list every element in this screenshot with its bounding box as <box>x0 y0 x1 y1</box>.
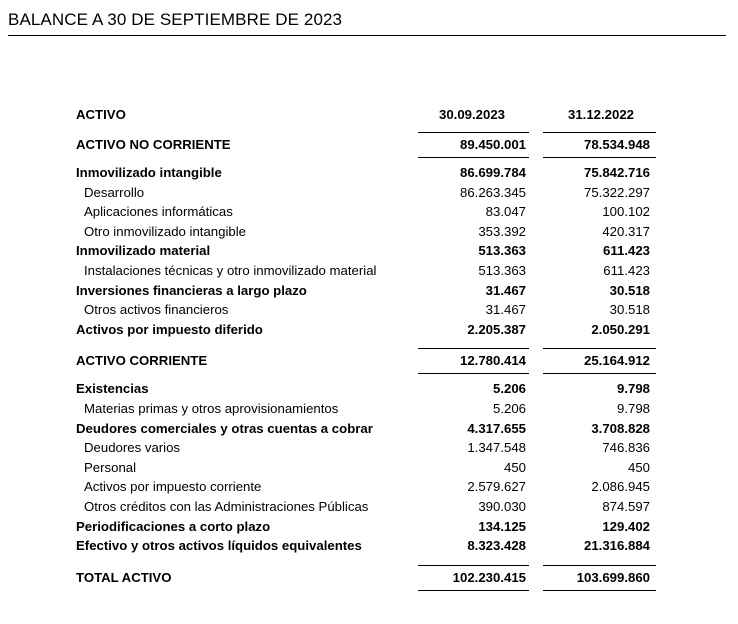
value-2022: 30.518 <box>609 282 650 298</box>
row-label: Otro inmovilizado intangible <box>84 223 246 239</box>
row-label: Inmovilizado intangible <box>76 165 222 180</box>
value-2022: 30.518 <box>609 302 650 318</box>
table-row <box>76 202 656 222</box>
value-2023: 2.205.387 <box>467 321 526 337</box>
header-col-2023: 30.09.2023 <box>438 107 505 122</box>
row-label: Activos por impuesto diferido <box>76 321 263 337</box>
table-row <box>76 222 656 242</box>
table-row <box>76 497 656 517</box>
value-2023: 390.030 <box>478 498 526 514</box>
table-row <box>76 163 656 183</box>
header-col-2022: 31.12.2022 <box>567 107 634 122</box>
table-row <box>76 320 656 340</box>
balance-sheet-table <box>76 104 656 590</box>
document-title: BALANCE A 30 DE SEPTIEMBRE DE 2023 <box>8 10 343 29</box>
value-2023: 8.323.428 <box>467 538 526 554</box>
row-label: Efectivo y otros activos líquidos equivalentes <box>76 538 362 554</box>
value-2023: 102.230.415 <box>452 569 526 585</box>
table-row <box>76 477 656 497</box>
row-label: Instalaciones técnicas y otro inmovilizado material <box>84 262 377 278</box>
row-label: Inversiones financieras a largo plazo <box>76 282 307 298</box>
value-2023: 134.125 <box>478 518 526 534</box>
row-label: Otros créditos con las Administraciones Públicas <box>84 498 369 514</box>
value-2023: 2.579.627 <box>467 479 526 495</box>
value-2022: 103.699.860 <box>576 569 650 585</box>
value-2023: 4.317.655 <box>467 420 526 436</box>
value-2022: 746.836 <box>602 440 650 456</box>
value-2022: 78.534.948 <box>583 137 650 152</box>
row-label: ACTIVO NO CORRIENTE <box>76 137 231 152</box>
table-row <box>76 183 656 203</box>
table-row <box>76 241 656 261</box>
rule-bottom-c-col1 <box>418 373 529 374</box>
value-2023: 513.363 <box>478 262 526 278</box>
row-label: Periodificaciones a corto plazo <box>76 518 271 534</box>
value-2023: 5.206 <box>492 381 526 397</box>
value-2022: 2.050.291 <box>591 321 650 337</box>
value-2022: 874.597 <box>602 498 650 514</box>
table-row <box>76 399 656 419</box>
row-label: Deudores varios <box>84 440 181 456</box>
value-2022: 75.322.297 <box>583 184 650 200</box>
value-2023: 86.263.345 <box>459 184 526 200</box>
activo-no-corriente-row <box>76 132 656 157</box>
row-label: Activos por impuesto corriente <box>84 479 262 495</box>
value-2022: 611.423 <box>603 262 650 278</box>
value-2023: 31.467 <box>485 302 526 318</box>
value-2022: 420.317 <box>602 223 650 239</box>
row-label: Personal <box>84 459 137 475</box>
value-2023: 450 <box>503 459 526 475</box>
rule-bottom-nc-col1 <box>418 157 529 158</box>
value-2023: 12.780.414 <box>459 353 526 369</box>
value-2022: 611.423 <box>603 243 650 259</box>
current-assets-list <box>76 379 656 555</box>
row-label: Materias primas y otros aprovisionamientos <box>84 400 339 416</box>
row-label: Inmovilizado material <box>76 243 211 259</box>
value-2022: 450 <box>627 459 650 475</box>
non-current-assets-list <box>76 163 656 339</box>
value-2023: 513.363 <box>478 243 526 259</box>
total-activo-row <box>76 565 656 590</box>
value-2023: 5.206 <box>492 400 526 416</box>
rule-bottom-total-col2 <box>543 590 656 591</box>
table-row <box>76 419 656 439</box>
table-row <box>76 261 656 281</box>
row-label: Desarrollo <box>84 184 145 200</box>
value-2022: 3.708.828 <box>591 420 650 436</box>
value-2022: 129.402 <box>602 518 650 534</box>
value-2022: 75.842.716 <box>583 165 650 180</box>
table-header-row <box>76 104 656 126</box>
table-row <box>76 536 656 556</box>
value-2023: 86.699.784 <box>459 165 526 180</box>
row-label: Aplicaciones informáticas <box>84 204 233 220</box>
rule-bottom-c-col2 <box>543 373 656 374</box>
table-row <box>76 458 656 478</box>
value-2022: 2.086.945 <box>591 479 650 495</box>
table-row <box>76 300 656 320</box>
rule-bottom-total-col1 <box>418 590 529 591</box>
table-row <box>76 281 656 301</box>
row-label: TOTAL ACTIVO <box>76 569 172 585</box>
value-2022: 9.798 <box>616 381 650 397</box>
value-2023: 1.347.548 <box>467 440 526 456</box>
title-underline <box>8 35 726 36</box>
row-label: Otros activos financieros <box>84 302 229 318</box>
value-2023: 89.450.001 <box>459 137 526 152</box>
header-label: ACTIVO <box>76 107 126 122</box>
value-2022: 9.798 <box>616 400 650 416</box>
rule-bottom-nc-col2 <box>543 157 656 158</box>
row-label: Existencias <box>76 381 149 397</box>
table-row <box>76 379 656 399</box>
table-row <box>76 438 656 458</box>
value-2022: 100.102 <box>602 204 650 220</box>
value-2023: 31.467 <box>485 282 526 298</box>
table-row <box>76 517 656 537</box>
row-label: Deudores comerciales y otras cuentas a cobrar <box>76 420 373 436</box>
value-2022: 21.316.884 <box>583 538 650 554</box>
value-2023: 353.392 <box>478 223 526 239</box>
row-label: ACTIVO CORRIENTE <box>76 353 208 369</box>
value-2022: 25.164.912 <box>583 353 650 369</box>
activo-corriente-row <box>76 348 656 373</box>
value-2023: 83.047 <box>485 204 526 220</box>
